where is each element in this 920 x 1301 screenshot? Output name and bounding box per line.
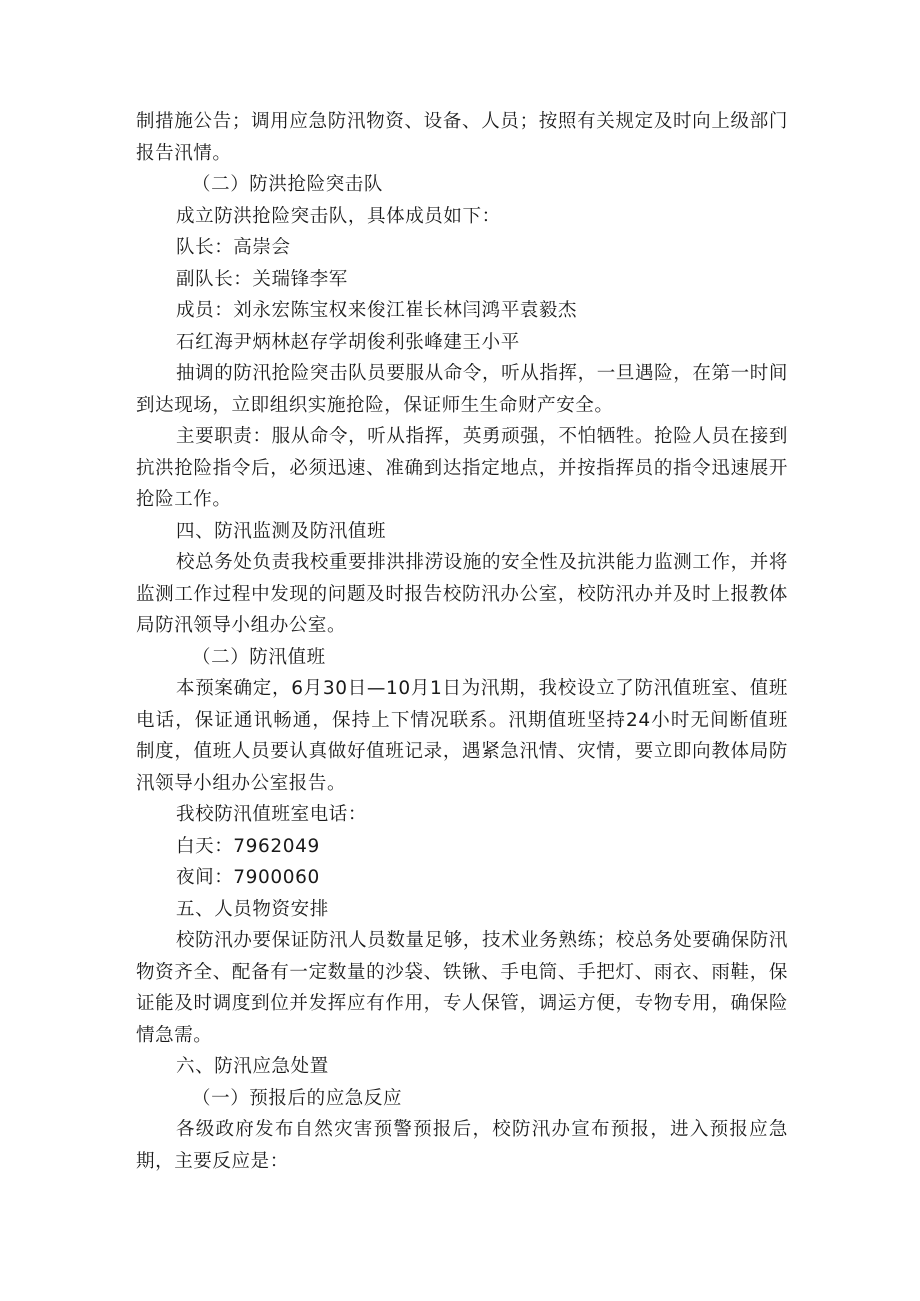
subheading-forecast-response: （一）预报后的应急反应	[192, 1087, 403, 1109]
heading-personnel-materials: 五、人员物资安排	[176, 898, 329, 920]
paragraph-team-leader: 队长：高崇会	[176, 237, 291, 258]
paragraph-forecast-response: 各级政府发布自然灾害预警预报后，校防汛办宣布预报，进入预报应急期，主要反应是：	[136, 1119, 788, 1172]
document-page	[136, 106, 788, 1177]
paragraph-duties-continued: 制措施公告；调用应急防汛物资、设备、人员；按照有关规定及时向上级部门报告汛情。	[136, 111, 788, 164]
paragraph-daytime-phone: 白天：7962049	[176, 835, 320, 857]
paragraph-main-duties: 主要职责：服从命令，听从指挥，英勇顽强，不怕牺牲。抢险人员在接到抗洪抢险指令后，必须迅速、准确到达指定地点，并按指挥员的指令迅速展开抢险工作。	[136, 426, 788, 510]
paragraph-flood-season: 本预案确定，6月30日—10月1日为汛期，我校设立了防汛值班室、值班电话，保证通讯畅通，保持上下情况联系。汛期值班坚持24小时无间断值班制度，值班人员要认真做好值班记录，遇紧急汛情、灾情，要立即向教体局防汛领导小组办公室报告。	[136, 678, 788, 794]
heading-emergency-handling: 六、防汛应急处置	[176, 1056, 329, 1077]
subheading-flood-duty: （二）防汛值班	[192, 646, 326, 668]
paragraph-members-1: 成员：刘永宏陈宝权来俊江崔长林闫鸿平袁毅杰	[176, 300, 578, 321]
paragraph-duty-phone-label: 我校防汛值班室电话：	[176, 804, 368, 825]
paragraph-members-2: 石红海尹炳林赵存学胡俊利张峰建王小平	[176, 331, 520, 353]
paragraph-deputy-leader: 副队长：关瑞锋李军	[176, 268, 348, 290]
paragraph-materials: 校防汛办要保证防汛人员数量足够，技术业务熟练；校总务处要确保防汛物资齐全、配备有一定数量的沙袋、铁锹、手电筒、手把灯、雨衣、雨鞋，保证能及时调度到位并发挥应有作用，专人保管，调运方便，专物专用，确保险情急需。	[136, 930, 788, 1046]
paragraph-night-phone: 夜间：7900060	[176, 867, 320, 888]
paragraph-team-orders: 抽调的防汛抢险突击队员要服从命令，听从指挥，一旦遇险，在第一时间到达现场，立即组织实施抢险，保证师生生命财产安全。	[136, 363, 788, 416]
heading-monitoring-duty: 四、防汛监测及防汛值班	[176, 520, 387, 542]
paragraph-team-intro: 成立防洪抢险突击队，具体成员如下：	[176, 205, 501, 227]
paragraph-monitoring: 校总务处负责我校重要排洪排涝设施的安全性及抗洪能力监测工作，并将监测工作过程中发现的问题及时报告校防汛办公室，校防汛办并及时上报教体局防汛领导小组办公室。	[136, 552, 788, 636]
subheading-rescue-team: （二）防洪抢险突击队	[192, 174, 384, 195]
